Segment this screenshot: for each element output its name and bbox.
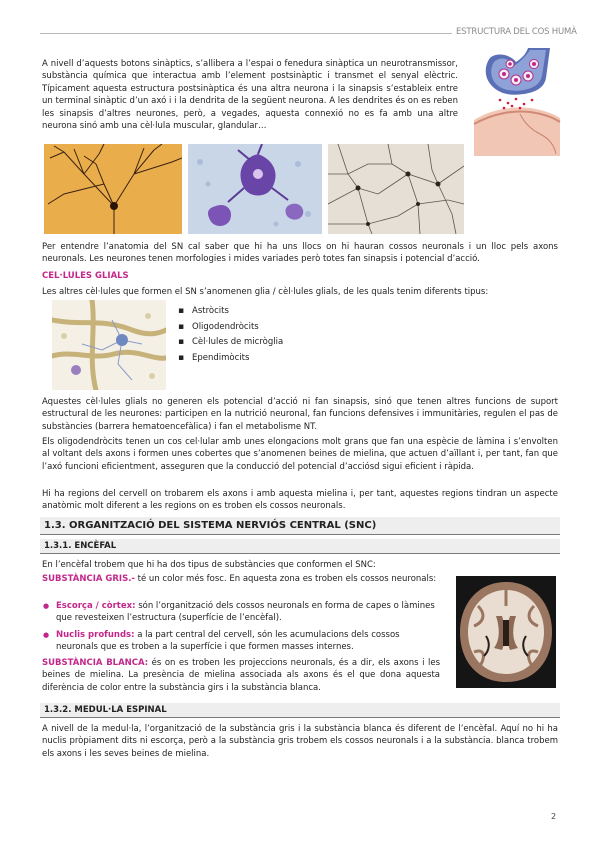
glia-type-ependimocits: ▪ Ependimòcits bbox=[178, 351, 283, 367]
gray-matter-parts-list bbox=[42, 600, 440, 658]
stained-neurons-micrograph bbox=[188, 144, 322, 234]
glia-heading: CEL·LULES GLIALS bbox=[42, 271, 129, 281]
paragraph-glia-intro: Les altres cèl·lules que formen el SN s’anomenen glia / cèl·lules glials, de les quals tenim diferents tipus: bbox=[42, 287, 489, 297]
gray-matter-part-nuclei bbox=[42, 629, 440, 654]
gray-matter-part-cortex bbox=[42, 600, 440, 625]
section-1-3-heading-band bbox=[40, 517, 560, 535]
paragraph-oligodendrocytes: Els oligodendròcits tenen un cos cel·lular amb unes elongacions molt grans que fan una espècie de làmina i s’envolten al voltant dels axons i formen unes cobertes que s’anomenen beines de mielina, que actuen d’aïllant i, per tant, fan que l’axó funcioni eficientment, asseguren que la conducció del potencial d’acciósd sigui eficient i ràpida. bbox=[42, 437, 558, 472]
glia-type-astrocits: ▪ Astròcits bbox=[178, 304, 283, 320]
white-matter-term: SUBSTÀNCIA BLANCA: bbox=[42, 658, 149, 668]
white-matter-text: és on es troben les projeccions neuronals, és a dir, els axons i les beines de mielina. La presència de mielina associada als axons és el que dona aquesta diferència de color entre la substància girs i la substància blanca. bbox=[42, 658, 440, 693]
nuclei-text: a la part central del cervell, són les acumulacions dels cossos neuronals que es troben a la superfície i que formen masses internes. bbox=[56, 629, 400, 653]
nuclei-term: Nuclis profunds: bbox=[56, 629, 135, 640]
gray-matter-text: té un color més fosc. En aquesta zona es troben els cossos neuronals: bbox=[134, 574, 437, 584]
section-1-3-2-title: 1.3.2. MEDUL·LA ESPINAL bbox=[44, 705, 167, 715]
section-1-3-title: 1.3. ORGANITZACIÓ DEL SISTEMA NERVIÓS CENTRAL (SNC) bbox=[44, 520, 377, 531]
paragraph-spinal-cord: A nivell de la medul·la, l’organització de la substància gris i la substància blanca és diferent de l’encèfal. Aquí no hi ha nuclis pròpiament dits ni escorça, però a la substància gris trobem els cossos neuronals i a la substància. blanca trobem els axons i les seves beines de mielina. bbox=[42, 724, 558, 759]
paragraph-white-matter bbox=[42, 657, 440, 694]
header-title: ESTRUCTURA DEL COS HUMÀ bbox=[456, 27, 577, 37]
page-number: 2 bbox=[551, 812, 557, 821]
gray-matter-term: SUBSTÀNCIA GRIS.- bbox=[42, 574, 135, 584]
paragraph-anatomy: Per entendre l’anatomia del SN cal saber que hi ha uns llocs on hi hauran cossos neuronals i un lloc pels axons neuronals. Les neurones tenen morfologies i mides variades però totes fan sinapsis i potencial d’acció. bbox=[42, 242, 558, 265]
neuron-network-micrograph bbox=[328, 144, 464, 234]
paragraph-synapse: A nivell d’aquests botons sinàptics, s’allibera a l’espai o fenedura sinàptica un neurotransmissor, substància química que interactua amb l’element postsinàptic i transmet el senyal elèctric. Típicament aquesta estructura postsinàptica és una altra neurona i la sinapsis s’estableix entre un terminal sinàptic d’un axó i i la dendrita de la següent neurona. A les dendrites és on es reben les sinapsis d’altres neurones, però, a vegades, aquesta connexió no es fa amb una altre neurona sinó amb una cèl·lula muscular, glandular… bbox=[42, 59, 458, 132]
brain-section-photo bbox=[456, 576, 556, 688]
purkinje-neuron-micrograph bbox=[44, 144, 182, 234]
section-1-3-1-title: 1.3.1. ENCÈFAL bbox=[44, 541, 117, 551]
paragraph-encephalon-intro: En l’encèfal trobem que hi ha dos tipus de substàncies que conformen el SNC: bbox=[42, 560, 376, 570]
cortex-term: Escorça / còrtex: bbox=[56, 601, 136, 611]
cortex-text: són l’organització dels cossos neuronals en forma de capes o làmines que revesteixen l’estructura (superfície de l’encèfal). bbox=[56, 601, 435, 624]
header-rule bbox=[40, 33, 452, 34]
paragraph-myelin-regions: Hi ha regions del cervell on trobarem els axons i amb aquesta mielina i, per tant, aquestes regions tindran un aspecte anatòmic molt diferent a les regions on es troben els cossos neuronals. bbox=[42, 489, 558, 512]
section-1-3-2-heading-band bbox=[40, 703, 560, 718]
glia-type-oligodendrocits: ▪ Oligodendròcits bbox=[178, 320, 283, 336]
synapse-illustration bbox=[470, 48, 562, 156]
paragraph-gray-matter bbox=[42, 573, 440, 585]
glia-types-list bbox=[178, 304, 283, 366]
section-1-3-1-heading-band bbox=[40, 539, 560, 554]
glia-type-microglia: ▪ Cèl·lules de micròglia bbox=[178, 335, 283, 351]
glial-cells-illustration bbox=[52, 300, 166, 390]
paragraph-glia-functions: Aquestes cèl·lules glials no generen els potencial d’acció ni fan sinapsis, sinó que tenen altres funcions de suport estructural de les neurones: participen en la nutrició neuronal, fan funcions defensives i immunitàries, regulen el pas de substàncies (barrera hematoencefàlica) i fan el metabolisme NT. bbox=[42, 397, 558, 432]
